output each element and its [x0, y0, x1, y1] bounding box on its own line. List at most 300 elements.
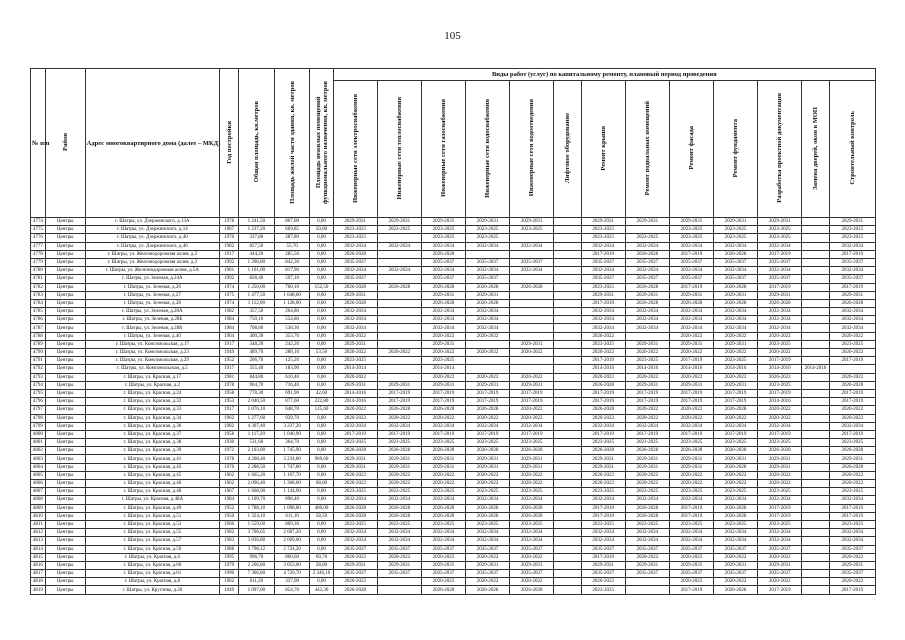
cell-work-period — [554, 512, 581, 520]
cell-work-period: 2026-2028 — [510, 447, 554, 455]
cell-district: Центры — [45, 340, 85, 348]
cell-work-period — [466, 250, 510, 258]
table-row — [31, 480, 876, 488]
cell-work-period: 2020-2022 — [625, 553, 669, 561]
cell-work-period: 2029-2031 — [510, 455, 554, 463]
cell-work-period: 2029-2031 — [669, 463, 713, 471]
cell-district: Центры — [45, 234, 85, 242]
cell-total-area: 1 324,10 — [239, 512, 275, 520]
cell-total-area: 337,80 — [239, 234, 275, 242]
cell-num: 4783 — [31, 291, 46, 299]
cell-work-period: 2029-2031 — [377, 455, 421, 463]
cell-total-area: 1 477,50 — [239, 291, 275, 299]
cell-work-period: 2032-2034 — [466, 242, 510, 250]
cell-work-period — [802, 324, 829, 332]
header-nonliving-area: Площадь нежилых помещений функционального назначения, кв. метров — [310, 69, 333, 218]
table-row — [31, 504, 876, 512]
cell-work-period: 2020-2022 — [714, 349, 758, 357]
cell-address: г. Шатры, ул. Красная, д.46 — [85, 480, 220, 488]
cell-nonliving-area: 0,00 — [310, 332, 333, 340]
cell-district: Центры — [45, 463, 85, 471]
cell-work-period — [802, 480, 829, 488]
cell-work-period: 2032-2034 — [510, 537, 554, 545]
cell-work-period: 2029-2031 — [333, 463, 377, 471]
cell-work-period: 2020-2022 — [829, 349, 875, 357]
cell-work-period — [554, 398, 581, 406]
cell-work-period: 2032-2034 — [625, 496, 669, 504]
cell-work-period: 2035-2037 — [625, 275, 669, 283]
cell-work-period — [802, 299, 829, 307]
cell-total-area: 778,30 — [239, 389, 275, 397]
cell-total-area: 1 277,60 — [239, 414, 275, 422]
cell-work-period: 2029-2031 — [377, 218, 421, 226]
cell-work-period: 2020-2022 — [510, 471, 554, 479]
cell-work-period: 2023-2025 — [625, 357, 669, 365]
cell-year: 1917 — [220, 365, 239, 373]
cell-total-area: 1 237,20 — [239, 226, 275, 234]
cell-work-period — [802, 389, 829, 397]
cell-work-period: 2026-2028 — [421, 586, 465, 594]
cell-work-period: 2020-2022 — [510, 414, 554, 422]
cell-num: 4813 — [31, 537, 46, 545]
cell-work-period: 2032-2034 — [581, 529, 625, 537]
cell-work-period: 2032-2034 — [714, 308, 758, 316]
cell-address: г. Шатры, ул. Железнодорожная аллея, д.3 — [85, 258, 220, 266]
cell-num: 4780 — [31, 267, 46, 275]
header-living-area: Площадь жилой части здания, кв. метров — [274, 69, 310, 218]
cell-work-period: 2020-2022 — [829, 471, 875, 479]
cell-work-period: 2023-2025 — [829, 340, 875, 348]
cell-work-period — [377, 324, 421, 332]
cell-work-period: 2032-2034 — [377, 422, 421, 430]
cell-nonliving-area: 0,00 — [310, 463, 333, 471]
cell-work-period — [802, 349, 829, 357]
cell-nonliving-area: 0,00 — [310, 340, 333, 348]
cell-work-period: 2017-2019 — [829, 389, 875, 397]
cell-num: 4791 — [31, 357, 46, 365]
table-row — [31, 283, 876, 291]
cell-work-period — [802, 578, 829, 586]
cell-living-area: 1 048,60 — [274, 291, 310, 299]
cell-work-period: 2020-2022 — [466, 332, 510, 340]
table-row — [31, 324, 876, 332]
cell-work-period: 2035-2037 — [581, 570, 625, 578]
cell-work-period: 2017-2019 — [669, 250, 713, 258]
cell-living-area: 2 724,20 — [274, 545, 310, 553]
cell-work-period: 2032-2034 — [829, 267, 875, 275]
cell-address: г. Шатры, ул. Красная, д.6 — [85, 553, 220, 561]
cell-work-period — [802, 504, 829, 512]
cell-work-period: 2029-2031 — [377, 561, 421, 569]
cell-work-period — [802, 463, 829, 471]
cell-year: 1976 — [220, 463, 239, 471]
cell-work-period: 2035-2037 — [466, 275, 510, 283]
cell-work-period: 2032-2034 — [333, 422, 377, 430]
cell-work-period: 2023-2025 — [510, 520, 554, 528]
cell-work-period: 2014-2016 — [333, 398, 377, 406]
cell-living-area: 1 747,80 — [274, 463, 310, 471]
cell-work-period — [802, 373, 829, 381]
cell-work-period — [554, 422, 581, 430]
cell-total-area: 1 241,50 — [239, 218, 275, 226]
cell-year: 1981 — [220, 267, 239, 275]
cell-nonliving-area: 0,00 — [310, 439, 333, 447]
cell-work-period: 2026-2028 — [625, 504, 669, 512]
cell-work-period: 2023-2025 — [758, 439, 802, 447]
cell-district: Центры — [45, 570, 85, 578]
cell-district: Центры — [45, 406, 85, 414]
cell-total-area: 828,40 — [239, 275, 275, 283]
cell-work-period: 2020-2022 — [714, 578, 758, 586]
cell-work-period: 2026-2028 — [421, 283, 465, 291]
cell-work-period: 2029-2031 — [377, 381, 421, 389]
cell-work-period: 2023-2025 — [758, 381, 802, 389]
cell-work-period: 2023-2025 — [581, 488, 625, 496]
cell-total-area: 2 288,50 — [239, 463, 275, 471]
cell-work-period — [802, 561, 829, 569]
cell-total-area: 2 096,40 — [239, 480, 275, 488]
cell-living-area: 125,20 — [274, 357, 310, 365]
cell-work-period: 2029-2031 — [333, 381, 377, 389]
cell-work-period: 2020-2022 — [377, 414, 421, 422]
cell-living-area: 877,60 — [274, 398, 310, 406]
cell-work-period: 2023-2025 — [714, 357, 758, 365]
cell-work-period: 2020-2022 — [333, 471, 377, 479]
cell-work-period: 2035-2037 — [333, 570, 377, 578]
cell-work-period — [554, 496, 581, 504]
cell-year: 1930 — [220, 439, 239, 447]
cell-work-period: 2023-2025 — [758, 226, 802, 234]
cell-living-area: 1 167,70 — [274, 471, 310, 479]
cell-work-period: 2017-2019 — [758, 357, 802, 365]
cell-work-period: 2023-2025 — [581, 226, 625, 234]
cell-work-period — [802, 520, 829, 528]
cell-nonliving-area: 0,00 — [310, 537, 333, 545]
cell-year: 1962 — [220, 480, 239, 488]
cell-work-period: 2020-2022 — [333, 373, 377, 381]
cell-nonliving-area: 42,60 — [310, 389, 333, 397]
cell-work-period: 2026-2028 — [714, 406, 758, 414]
cell-living-area: 809,30 — [274, 520, 310, 528]
cell-year: 1967 — [220, 226, 239, 234]
cell-work-period — [554, 316, 581, 324]
cell-work-period: 2023-2025 — [333, 439, 377, 447]
cell-address: г. Шатры, ул. Красная, д.39 — [85, 447, 220, 455]
cell-num: 4790 — [31, 349, 46, 357]
cell-work-period: 2017-2019 — [669, 283, 713, 291]
cell-year: 1917 — [220, 250, 239, 258]
cell-work-period — [802, 586, 829, 594]
cell-work-period: 2020-2022 — [377, 480, 421, 488]
cell-work-period: 2026-2028 — [829, 447, 875, 455]
cell-work-period: 2023-2025 — [421, 439, 465, 447]
cell-work-period: 2020-2022 — [669, 471, 713, 479]
cell-work-period — [510, 275, 554, 283]
cell-work-period: 2029-2031 — [714, 561, 758, 569]
cell-work-period: 2023-2025 — [581, 520, 625, 528]
cell-work-period — [802, 406, 829, 414]
cell-nonliving-area: 50,60 — [310, 226, 333, 234]
cell-district: Центры — [45, 389, 85, 397]
cell-address: г. Шатры, ул. Красная, д.59 — [85, 545, 220, 553]
cell-work-period: 2035-2037 — [669, 258, 713, 266]
cell-address: г. Шатры, ул. Красная, д.61 — [85, 570, 220, 578]
cell-work-period: 2032-2034 — [333, 529, 377, 537]
cell-work-period — [802, 275, 829, 283]
header-work-10: Разработка проектной документации — [758, 81, 802, 218]
cell-work-period: 2017-2019 — [829, 398, 875, 406]
cell-work-period: 2020-2022 — [421, 332, 465, 340]
cell-district: Центры — [45, 529, 85, 537]
cell-work-period — [554, 561, 581, 569]
cell-work-period — [377, 357, 421, 365]
cell-work-period: 2029-2031 — [510, 381, 554, 389]
cell-num: 4798 — [31, 414, 46, 422]
cell-total-area: 964,70 — [239, 381, 275, 389]
cell-work-period — [625, 578, 669, 586]
cell-work-period: 2032-2034 — [829, 422, 875, 430]
cell-work-period: 2017-2019 — [510, 430, 554, 438]
cell-nonliving-area: 0,00 — [310, 545, 333, 553]
cell-work-period: 2014-2016 — [581, 365, 625, 373]
cell-work-period: 2020-2022 — [510, 373, 554, 381]
cell-total-area: 996,70 — [239, 553, 275, 561]
cell-work-period: 2020-2022 — [758, 578, 802, 586]
cell-living-area: 353,70 — [274, 332, 310, 340]
cell-address: г. Шатры, ул. Комсомольская, д.23 — [85, 349, 220, 357]
cell-year: 1978 — [220, 455, 239, 463]
cell-work-period — [802, 455, 829, 463]
cell-work-period — [802, 316, 829, 324]
cell-living-area: 1 098,80 — [274, 504, 310, 512]
cell-work-period — [554, 471, 581, 479]
cell-living-area: 337,00 — [274, 578, 310, 586]
cell-nonliving-area: 0,00 — [310, 324, 333, 332]
cell-year: 1952 — [220, 504, 239, 512]
cell-work-period: 2017-2019 — [829, 586, 875, 594]
table-row — [31, 275, 876, 283]
cell-total-area: 7 366,80 — [239, 570, 275, 578]
cell-living-area: 760,10 — [274, 283, 310, 291]
cell-living-area: 55,70 — [274, 242, 310, 250]
cell-work-period: 2020-2022 — [421, 553, 465, 561]
cell-address: г. Шатры, ул. Железнодорожная аллея, д.2 — [85, 250, 220, 258]
cell-work-period: 2020-2022 — [669, 406, 713, 414]
cell-work-period — [510, 316, 554, 324]
cell-address: г. Шатры, ул. Красная, д.2 — [85, 381, 220, 389]
cell-work-period — [802, 357, 829, 365]
cell-work-period: 2026-2028 — [333, 250, 377, 258]
cell-work-period: 2020-2022 — [669, 414, 713, 422]
cell-district: Центры — [45, 308, 85, 316]
cell-work-period: 2014-2016 — [333, 389, 377, 397]
cell-work-period: 2020-2022 — [333, 349, 377, 357]
cell-work-period: 2029-2031 — [669, 340, 713, 348]
cell-living-area: 1 040,90 — [274, 430, 310, 438]
cell-work-period: 2032-2034 — [758, 422, 802, 430]
cell-district: Центры — [45, 299, 85, 307]
cell-work-period: 2017-2019 — [829, 504, 875, 512]
cell-district: Центры — [45, 398, 85, 406]
cell-work-period: 2029-2031 — [333, 340, 377, 348]
cell-district: Центры — [45, 283, 85, 291]
table-row — [31, 258, 876, 266]
cell-work-period: 2032-2034 — [669, 324, 713, 332]
cell-work-period: 2032-2034 — [829, 242, 875, 250]
cell-nonliving-area: 0,00 — [310, 471, 333, 479]
cell-total-area: 1 668,90 — [239, 488, 275, 496]
cell-num: 4802 — [31, 447, 46, 455]
cell-num: 4778 — [31, 250, 46, 258]
cell-work-period: 2017-2019 — [669, 512, 713, 520]
cell-work-period: 2026-2028 — [714, 250, 758, 258]
cell-work-period: 2017-2019 — [581, 398, 625, 406]
cell-num: 4775 — [31, 226, 46, 234]
cell-living-area: 554,80 — [274, 316, 310, 324]
cell-work-period: 2023-2025 — [669, 439, 713, 447]
cell-living-area: 1 144,90 — [274, 488, 310, 496]
cell-work-period — [554, 332, 581, 340]
cell-work-period: 2020-2022 — [333, 414, 377, 422]
cell-work-period: 2029-2031 — [466, 463, 510, 471]
cell-district: Центры — [45, 578, 85, 586]
cell-work-period: 2026-2028 — [625, 250, 669, 258]
cell-work-period: 2023-2025 — [758, 234, 802, 242]
cell-total-area: 1 097,00 — [239, 586, 275, 594]
cell-total-area: 1 250,00 — [239, 283, 275, 291]
cell-work-period: 2023-2025 — [466, 234, 510, 242]
cell-work-period: 2035-2037 — [758, 275, 802, 283]
cell-address: г. Шатры, ул. Красная, д.51 — [85, 512, 220, 520]
cell-work-period: 2029-2031 — [421, 463, 465, 471]
cell-work-period: 2023-2025 — [510, 226, 554, 234]
cell-work-period — [802, 242, 829, 250]
cell-address: г. Шатры, ул. Красная, д.43 — [85, 463, 220, 471]
cell-nonliving-area: 0,00 — [310, 447, 333, 455]
header-work-9: Ремонт фундамента — [714, 81, 758, 218]
cell-work-period: 2035-2037 — [829, 545, 875, 553]
table-row — [31, 389, 876, 397]
capital-repair-table — [30, 68, 876, 595]
cell-work-period: 2017-2019 — [377, 389, 421, 397]
table-row — [31, 398, 876, 406]
cell-work-period: 2032-2034 — [669, 537, 713, 545]
cell-work-period: 2023-2025 — [377, 488, 421, 496]
cell-work-period: 2020-2022 — [421, 414, 465, 422]
cell-district: Центры — [45, 349, 85, 357]
cell-work-period: 2023-2025 — [510, 439, 554, 447]
cell-year: 1974 — [220, 283, 239, 291]
cell-address: г. Шатры, ул. Красная, д.33 — [85, 406, 220, 414]
cell-work-period: 2032-2034 — [377, 267, 421, 275]
cell-work-period: 2026-2028 — [714, 447, 758, 455]
cell-district: Центры — [45, 242, 85, 250]
cell-work-period: 2020-2022 — [829, 578, 875, 586]
cell-address: г. Шатры, ул. Комсомольская, д.29 — [85, 357, 220, 365]
cell-work-period: 2017-2019 — [829, 283, 875, 291]
cell-work-period: 2029-2031 — [758, 455, 802, 463]
cell-work-period: 2035-2037 — [421, 570, 465, 578]
cell-work-period: 2020-2022 — [829, 332, 875, 340]
cell-work-period: 2032-2034 — [466, 422, 510, 430]
cell-work-period: 2029-2031 — [625, 291, 669, 299]
cell-num: 4781 — [31, 275, 46, 283]
cell-address: г. Шатры, ул. Красная, д.17 — [85, 373, 220, 381]
cell-work-period — [554, 406, 581, 414]
cell-nonliving-area: 0,00 — [310, 422, 333, 430]
header-work-5: Лифтовое оборудование — [554, 81, 581, 218]
cell-work-period — [802, 512, 829, 520]
cell-total-area: 827,50 — [239, 242, 275, 250]
cell-work-period: 2032-2034 — [625, 308, 669, 316]
cell-work-period — [377, 258, 421, 266]
table-row — [31, 578, 876, 586]
cell-nonliving-area: 0,00 — [310, 308, 333, 316]
cell-year: 1917 — [220, 340, 239, 348]
table-row — [31, 373, 876, 381]
cell-nonliving-area: 0,00 — [310, 291, 333, 299]
page-number: 105 — [444, 30, 461, 42]
cell-total-area: 1 161,00 — [239, 267, 275, 275]
cell-work-period: 2023-2025 — [421, 520, 465, 528]
cell-work-period: 2032-2034 — [333, 308, 377, 316]
cell-district: Центры — [45, 275, 85, 283]
cell-work-period — [510, 357, 554, 365]
cell-num: 4803 — [31, 455, 46, 463]
cell-work-period — [554, 447, 581, 455]
cell-work-period: 2035-2037 — [510, 545, 554, 553]
cell-work-period: 2026-2028 — [333, 283, 377, 291]
cell-work-period: 2017-2019 — [581, 504, 625, 512]
cell-district: Центры — [45, 258, 85, 266]
cell-year: 1975 — [220, 291, 239, 299]
cell-num: 4801 — [31, 439, 46, 447]
cell-work-period: 2020-2022 — [333, 480, 377, 488]
cell-work-period: 2026-2028 — [581, 406, 625, 414]
cell-num: 4804 — [31, 463, 46, 471]
cell-living-area: 242,20 — [274, 340, 310, 348]
cell-work-period: 2035-2037 — [581, 275, 625, 283]
cell-work-period — [554, 250, 581, 258]
cell-year: 1988 — [220, 545, 239, 553]
header-works-group: Виды работ (услуг) по капитальному ремонту, плановый период проведения — [333, 69, 875, 81]
cell-address: г. Шатры, ул. Дзержинского, д.14 — [85, 226, 220, 234]
cell-work-period: 2026-2028 — [625, 283, 669, 291]
cell-work-period: 2032-2034 — [466, 496, 510, 504]
cell-total-area: 708,80 — [239, 324, 275, 332]
cell-work-period — [802, 340, 829, 348]
cell-district: Центры — [45, 496, 85, 504]
table-row — [31, 455, 876, 463]
table-row — [31, 357, 876, 365]
cell-work-period: 2020-2022 — [669, 480, 713, 488]
cell-work-period: 2032-2034 — [669, 267, 713, 275]
cell-work-period — [802, 529, 829, 537]
cell-address: г. Шатры, ул. Зеленая, д.27 — [85, 291, 220, 299]
cell-work-period: 2029-2031 — [625, 340, 669, 348]
cell-work-period — [554, 349, 581, 357]
cell-work-period — [802, 308, 829, 316]
cell-work-period: 2017-2019 — [581, 299, 625, 307]
cell-living-area: 1 128,00 — [274, 299, 310, 307]
cell-year: 1979 — [220, 561, 239, 569]
cell-work-period: 2017-2019 — [758, 586, 802, 594]
cell-work-period: 2026-2028 — [829, 381, 875, 389]
cell-total-area: 750,10 — [239, 316, 275, 324]
cell-work-period: 2020-2022 — [829, 373, 875, 381]
cell-work-period — [554, 308, 581, 316]
cell-living-area: 288,10 — [274, 349, 310, 357]
